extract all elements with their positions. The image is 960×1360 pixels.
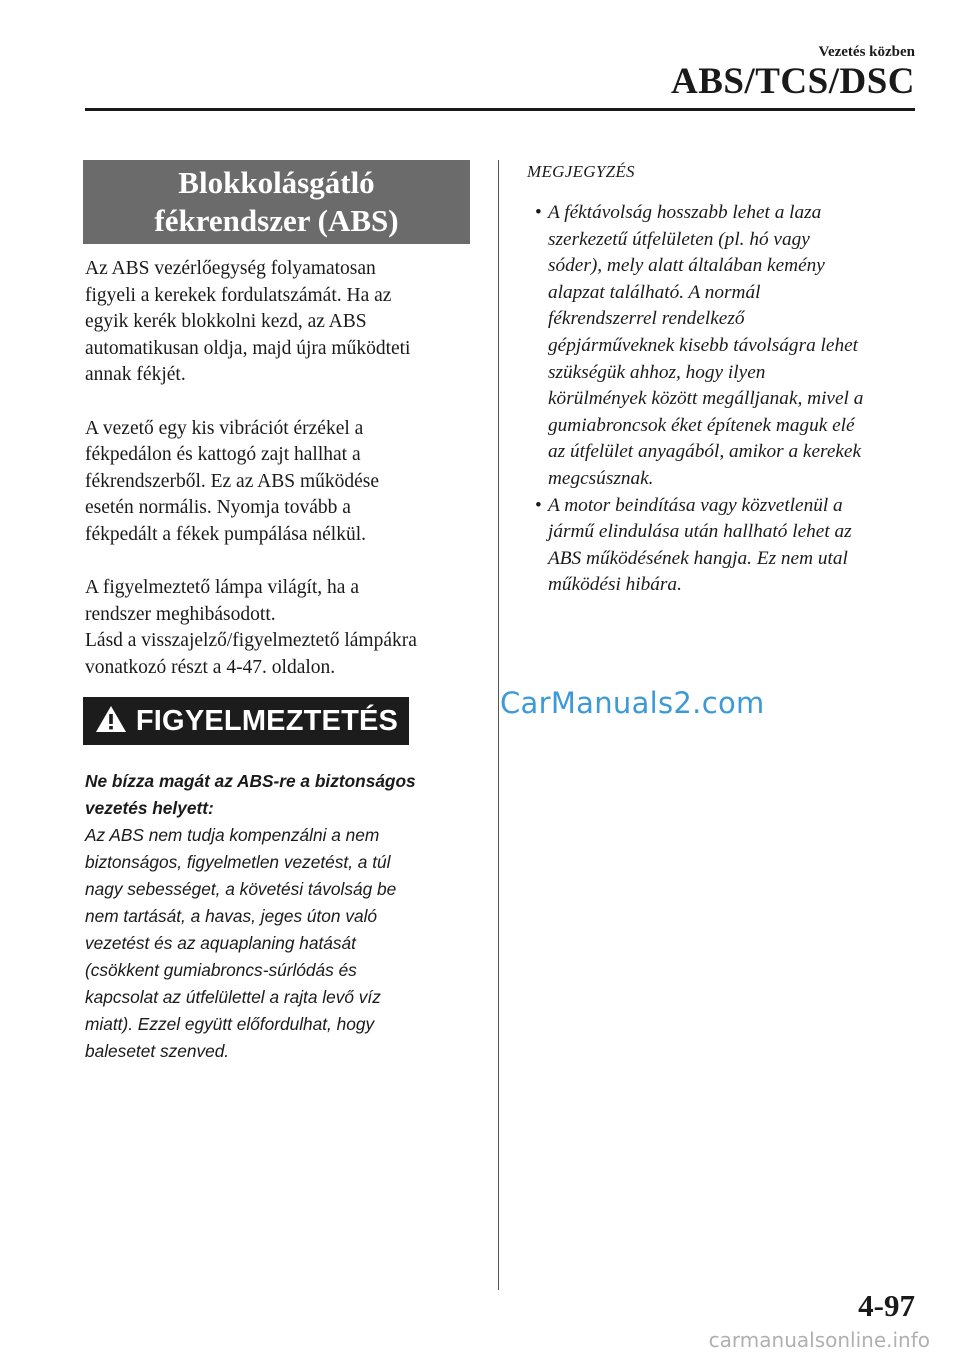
section-heading-line2: fékrendszer (ABS) xyxy=(154,203,399,238)
warning-line: nagy sebességet, a követési távolság be xyxy=(85,879,397,899)
p2-line: A vezető egy kis vibrációt érzékel a xyxy=(85,417,364,439)
p1-line: automatikusan oldja, majd újra működteti xyxy=(85,337,411,359)
cross-reference xyxy=(85,628,475,681)
warning-bold-line: Ne bízza magát az ABS-re a biztonságos xyxy=(85,771,416,791)
note-line: sóder), mely alatt általában kemény xyxy=(548,255,825,277)
note-item xyxy=(530,493,920,599)
note-line: körülmények között megálljanak, mivel a xyxy=(548,388,864,410)
left-column-body xyxy=(85,256,475,708)
note-line: A motor beindítása vagy közvetlenül a xyxy=(548,494,843,516)
note-line: az útfelület anyagából, amikor a kerekek xyxy=(548,441,862,463)
warning-body xyxy=(85,768,485,1065)
warning-line: kapcsolat az útfelülettel a rajta levő víz xyxy=(85,987,381,1007)
p2-line: fékpedálon és kattogó zajt hallhat a xyxy=(85,444,361,465)
warning-bold-line: vezetés helyett: xyxy=(85,798,214,818)
warning-line: vezetést és az aquaplaning hatását xyxy=(85,933,356,953)
note-title: MEGJEGYZÉS xyxy=(527,162,635,181)
warning-line: nem tartását, a havas, jeges úton való xyxy=(85,906,378,926)
p4-line: Lásd a visszajelző/figyelmeztető lámpákra xyxy=(85,630,417,651)
p2-line: fékrendszerből. Ez az ABS működése xyxy=(85,470,380,492)
warning-line: biztonságos, figyelmetlen vezetést, a túl xyxy=(85,852,391,872)
paragraph-3 xyxy=(85,575,475,628)
page-number: 4-97 xyxy=(858,1288,915,1323)
p1-line: figyeli a kerekek fordulatszámát. Ha az xyxy=(85,284,392,306)
note-line: gumiabroncsok éket építenek maguk elé xyxy=(548,414,855,436)
footer-watermark[interactable]: carmanualsonline.info xyxy=(708,1328,930,1352)
column-divider xyxy=(498,160,499,1290)
note-list xyxy=(530,200,920,599)
p3-line: rendszer meghibásodott. xyxy=(85,603,276,625)
bullet-icon: • xyxy=(535,494,542,516)
header-title: ABS/TCS/DSC xyxy=(670,61,915,102)
warning-label: FIGYELMEZTETÉS xyxy=(135,704,399,737)
note-line: alapzat található. A normál xyxy=(548,281,761,303)
p3-line: A figyelmeztető lámpa világít, ha a xyxy=(85,577,359,598)
bullet-icon: • xyxy=(535,202,542,223)
p1-line: annak fékjét. xyxy=(85,364,186,385)
paragraph-1 xyxy=(85,256,475,389)
note-line: A féktávolság hosszabb lehet a laza xyxy=(548,202,822,223)
warning-triangle-icon xyxy=(94,704,128,739)
warning-line: miatt). Ezzel együtt előfordulhat, hogy xyxy=(85,1014,375,1034)
note-line: ABS működésének hangja. Ez nem utal xyxy=(548,547,848,569)
watermark-link[interactable]: CarManuals2.com xyxy=(500,686,765,720)
p4-line: vonatkozó részt a 4-47. oldalon. xyxy=(85,656,336,678)
note-line: megcsúsznak. xyxy=(548,467,654,489)
paragraph-2 xyxy=(85,416,475,549)
p1-line: Az ABS vezérlőegység folyamatosan xyxy=(85,258,376,279)
header-rule xyxy=(85,108,915,111)
p1-line: egyik kerék blokkolni kezd, az ABS xyxy=(85,311,367,332)
note-item xyxy=(530,200,920,493)
warning-banner xyxy=(83,697,409,745)
section-heading-line1: Blokkolásgátló xyxy=(178,165,375,200)
note-line: működési hibára. xyxy=(548,574,682,596)
note-line: szerkezetű útfelületen (pl. hó vagy xyxy=(548,228,810,250)
warning-line: balesetet szenved. xyxy=(85,1041,230,1061)
header-subtitle: Vezetés közben xyxy=(818,44,915,60)
note-line: jármű elindulása után hallható lehet az xyxy=(548,521,852,543)
p2-line: esetén normális. Nyomja tovább a xyxy=(85,497,351,518)
warning-line: (csökkent gumiabroncs-súrlódás és xyxy=(85,960,357,980)
section-heading xyxy=(83,160,470,244)
p2-line: fékpedált a fékek pumpálása nélkül. xyxy=(85,523,367,545)
warning-line: Az ABS nem tudja kompenzálni a nem xyxy=(85,825,380,845)
note-line: szükségük ahhoz, hogy ilyen xyxy=(548,361,766,383)
note-line: gépjárműveknek kisebb távolságra lehet xyxy=(548,334,859,356)
note-line: fékrendszerrel rendelkező xyxy=(548,308,745,330)
